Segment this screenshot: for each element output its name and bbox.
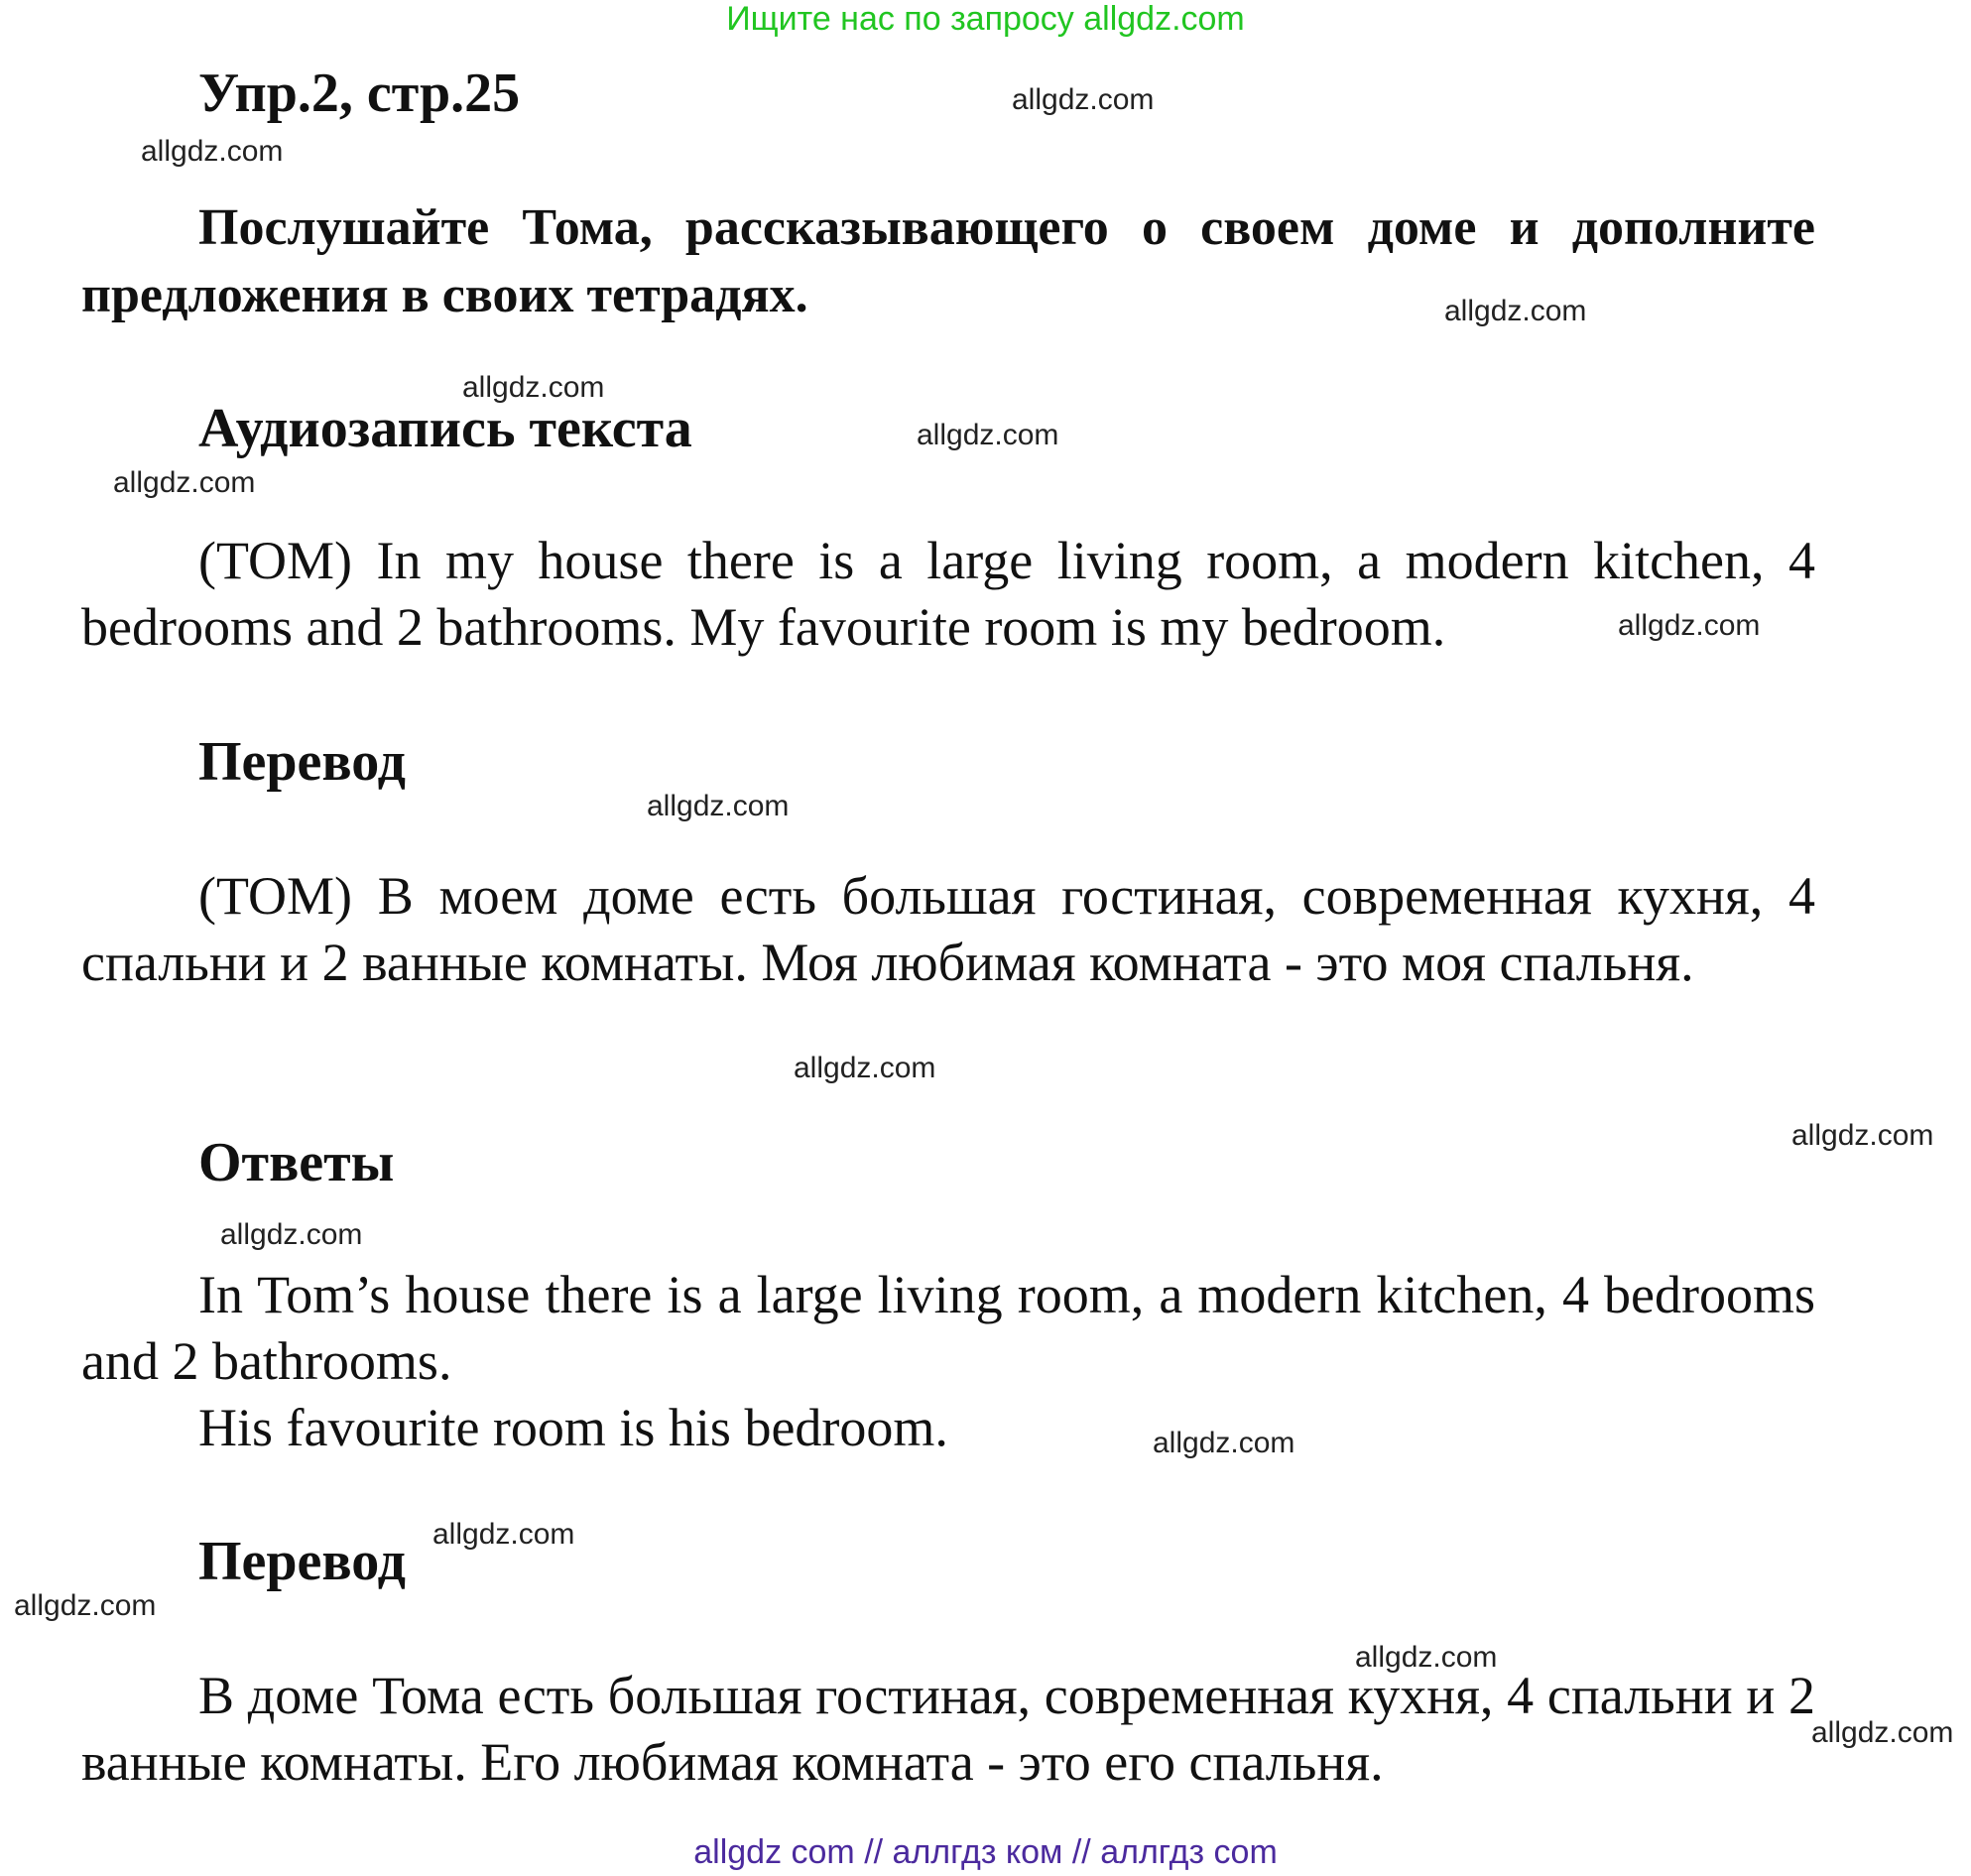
watermark: allgdz.com bbox=[1355, 1641, 1498, 1674]
translation1-heading: Перевод bbox=[198, 731, 406, 793]
translation1-text: (TOM) В моем доме есть большая гостиная, современная кухня, 4 спальни и 2 ванные комнаты. Моя любимая комната - это моя спальня. bbox=[81, 866, 1815, 992]
answers-heading: Ответы bbox=[198, 1132, 395, 1193]
exercise-title: Упр.2, стр.25 bbox=[198, 63, 521, 124]
watermark: allgdz.com bbox=[1618, 609, 1761, 642]
watermark: allgdz.com bbox=[462, 371, 605, 404]
search-banner: Ищите нас по запросу allgdz.com bbox=[726, 0, 1245, 38]
audio-text: (TOM) In my house there is a large living room, a modern kitchen, 4 bedrooms and 2 bathrooms. My favourite room is my bedroom. bbox=[81, 531, 1815, 657]
watermark: allgdz.com bbox=[794, 1052, 936, 1084]
audio-heading: Аудиозапись текста bbox=[198, 398, 692, 459]
watermark: allgdz.com bbox=[141, 135, 284, 168]
instruction-text: Послушайте Тома, рассказывающего о своем доме и дополните предложения в своих тетрадях. bbox=[81, 199, 1815, 323]
footer-links: allgdz com // аллгдз ком // аллгдз com bbox=[693, 1833, 1278, 1871]
watermark: allgdz.com bbox=[1444, 295, 1587, 327]
watermark: allgdz.com bbox=[113, 466, 256, 499]
watermark: allgdz.com bbox=[14, 1589, 157, 1622]
watermark: allgdz.com bbox=[432, 1518, 575, 1551]
watermark: allgdz.com bbox=[220, 1218, 363, 1251]
watermark: allgdz.com bbox=[1811, 1716, 1954, 1749]
translation2-text: В доме Тома есть большая гостиная, современная кухня, 4 спальни и 2 ванные комнаты. Его любимая комната - это его спальня. bbox=[81, 1666, 1815, 1792]
watermark: allgdz.com bbox=[1012, 83, 1155, 116]
watermark: allgdz.com bbox=[1791, 1119, 1934, 1152]
translation2-heading: Перевод bbox=[198, 1531, 406, 1592]
watermark: allgdz.com bbox=[1153, 1427, 1295, 1459]
answers-text: In Tom’s house there is a large living room, a modern kitchen, 4 bedrooms and 2 bathrooms. bbox=[81, 1265, 1815, 1391]
answers-line2: His favourite room is his bedroom. bbox=[198, 1398, 948, 1457]
watermark: allgdz.com bbox=[917, 419, 1059, 451]
watermark: allgdz.com bbox=[647, 790, 790, 822]
